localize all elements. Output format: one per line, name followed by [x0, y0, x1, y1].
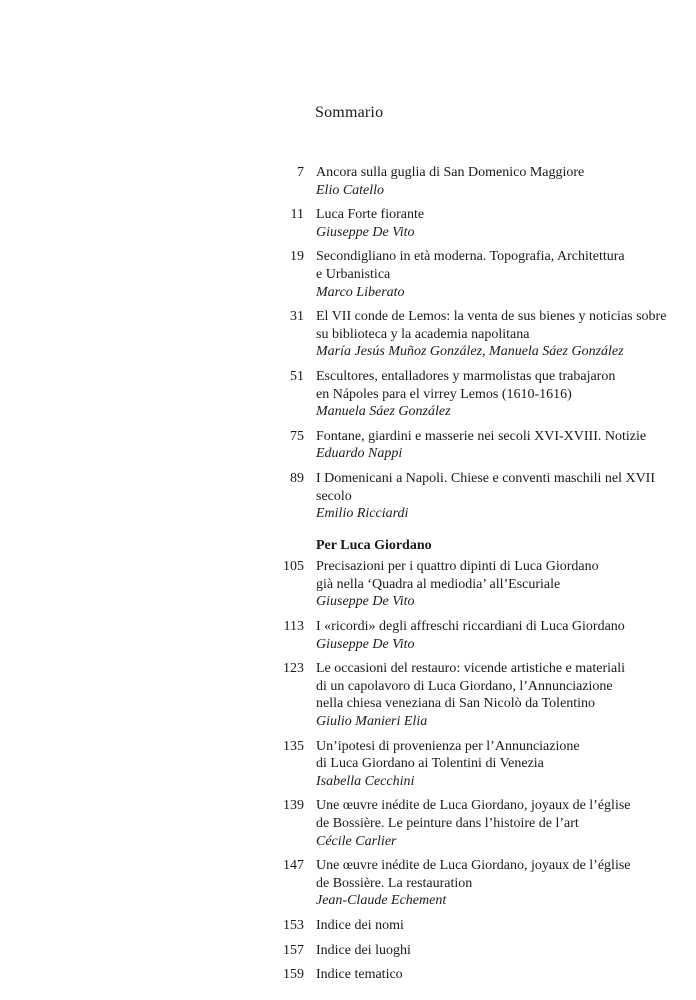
toc-entry-body	[316, 368, 676, 421]
toc-entry-title: Luca Forte fiorante	[316, 207, 425, 223]
toc-entry-body	[316, 248, 676, 301]
toc-entry-title: I «ricordi» degli affreschi riccardiani di Luca Giordano	[316, 619, 625, 635]
section-title: Per Luca Giordano	[316, 537, 432, 553]
toc-entry-body	[316, 857, 676, 910]
toc-entry	[0, 660, 696, 730]
toc-entry-title: Un’ipotesi di provenienza per l’Annunciazione di Luca Giordano ai Tolentini di Venezia	[316, 738, 580, 772]
toc-entry-author: Isabella Cecchini	[316, 773, 415, 789]
toc-entry-body	[316, 738, 676, 791]
toc-entry-title: Une œuvre inédite de Luca Giordano, joyaux de l’église de Bossière. Le peinture dans l’histoire de l’art	[316, 798, 631, 831]
toc-entry	[0, 618, 696, 653]
toc-entry-author: Giuseppe De Vito	[316, 224, 415, 240]
toc-entry-title: Le occasioni del restauro: vicende artistiche e materiali di un capolavoro di Luca Giordano, l’Annunciazione nella chiesa veneziana di San Nicolò da Tolentino	[316, 661, 626, 712]
toc-entry	[0, 738, 696, 791]
toc-page-number: 157	[283, 942, 304, 958]
toc-entry	[0, 428, 696, 463]
toc-entry	[0, 942, 696, 960]
toc-list	[0, 164, 696, 991]
toc-entry-author: Emilio Ricciardi	[316, 506, 409, 522]
toc-entry	[0, 248, 696, 301]
toc-entry-author: Marco Liberato	[316, 284, 405, 300]
toc-entry	[0, 966, 696, 984]
toc-entry-body	[316, 797, 676, 850]
toc-entry-body	[316, 660, 676, 730]
toc-page-number: 105	[283, 559, 304, 575]
toc-entry-title: Une œuvre inédite de Luca Giordano, joyaux de l’église de Bossière. La restauration	[316, 858, 631, 891]
toc-page-number: 123	[283, 661, 304, 677]
toc-entry	[0, 206, 696, 241]
toc-entry	[0, 164, 696, 199]
toc-entry-body	[316, 308, 676, 361]
toc-page-number: 7	[297, 165, 304, 180]
toc-entry-title: Fontane, giardini e masserie nei secoli XVI-XVIII. Notizie	[316, 428, 647, 444]
toc-entry-body	[316, 206, 676, 241]
toc-entry-body	[316, 428, 676, 463]
toc-entry	[0, 797, 696, 850]
toc-entry-body	[316, 966, 676, 984]
toc-group-main	[0, 164, 696, 523]
toc-entry	[0, 368, 696, 421]
toc-entry-body	[316, 164, 676, 199]
toc-entry-author: Manuela Sáez González	[316, 404, 451, 420]
toc-entry-title: I Domenicani a Napoli. Chiese e conventi maschili nel XVII secolo	[316, 470, 656, 504]
toc-page-number: 135	[283, 738, 304, 754]
toc-entry-author: María Jesús Muñoz González, Manuela Sáez González	[316, 344, 624, 360]
toc-entry-title: Precisazioni per i quattro dipinti di Luca Giordano già nella ‘Quadra al mediodia’ all’Escuriale	[316, 559, 599, 592]
toc-entry-author: Elio Catello	[316, 182, 385, 198]
toc-entry-body	[316, 618, 676, 653]
toc-entry-author: Giulio Manieri Elia	[316, 714, 428, 730]
toc-entry	[0, 308, 696, 361]
toc-entry	[0, 917, 696, 935]
toc-entry-author: Eduardo Nappi	[316, 446, 403, 462]
toc-group-giordano	[0, 558, 696, 983]
toc-entry-author: Giuseppe De Vito	[316, 594, 415, 610]
toc-entry-title: Ancora sulla guglia di San Domenico Maggiore	[316, 165, 585, 180]
toc-page-number: 89	[290, 470, 304, 486]
toc-entry-body	[316, 942, 676, 960]
toc-page-number: 31	[290, 309, 304, 325]
toc-page-number: 113	[283, 619, 304, 635]
page-title: Sommario	[315, 104, 384, 121]
toc-entry-title: Indice tematico	[316, 967, 403, 983]
toc-entry-body	[316, 917, 676, 935]
toc-page-number: 75	[290, 428, 304, 444]
toc-entry-title: Indice dei nomi	[316, 917, 404, 933]
toc-page-number: 11	[290, 207, 304, 223]
toc-entry-title: Indice dei luoghi	[316, 942, 411, 958]
toc-entry-author: Jean-Claude Echement	[316, 893, 447, 909]
toc-entry	[0, 470, 696, 523]
toc-page-number: 153	[283, 917, 304, 933]
toc-page-number: 139	[283, 798, 304, 814]
toc-entry-body	[316, 558, 676, 611]
toc-entry-author: Giuseppe De Vito	[316, 636, 415, 652]
toc-entry	[0, 857, 696, 910]
toc-entry-title: Escultores, entalladores y marmolistas que trabajaron en Nápoles para el virrey Lemos (1610-1616)	[316, 368, 616, 402]
toc-entry-body	[316, 470, 676, 523]
toc-entry	[0, 558, 696, 611]
toc-entry-title: Secondigliano in età moderna. Topografia, Architettura e Urbanistica	[316, 249, 625, 282]
toc-entry-author: Cécile Carlier	[316, 833, 397, 849]
toc-page-number: 51	[290, 368, 304, 384]
toc-entry-title: El VII conde de Lemos: la venta de sus bienes y noticias sobre su biblioteca y la academia napolitana	[316, 309, 667, 342]
toc-page-number: 19	[290, 249, 304, 265]
toc-page-number: 159	[283, 967, 304, 983]
toc-page-number: 147	[283, 858, 304, 874]
